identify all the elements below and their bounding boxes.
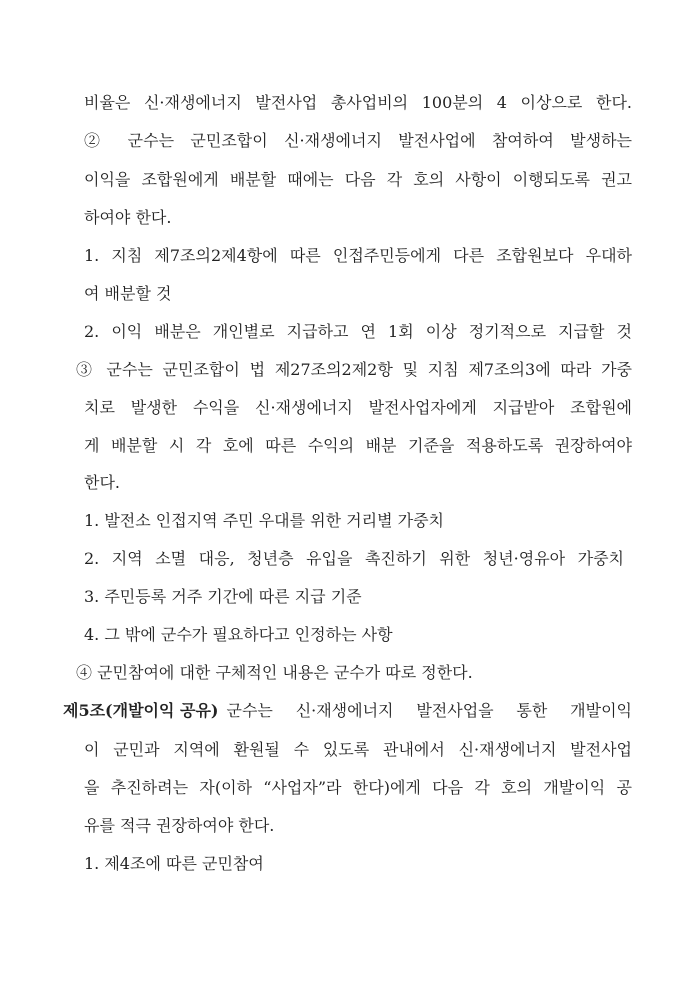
paragraph-2-line: ② 군수는 군민조합이 신·재생에너지 발전사업에 참여하여 발생하는 — [84, 131, 632, 150]
text-line: 게 배분할 시 각 호에 따른 수익의 배분 기준을 적용하도록 권장하여야 — [84, 436, 632, 455]
text-line: 한다. — [84, 473, 120, 492]
text-line: 이 군민과 지역에 환원될 수 있도록 관내에서 신·재생에너지 발전사업 — [84, 740, 632, 759]
text-line: 군수는 신·재생에너지 발전사업을 통한 개발이익 — [226, 701, 632, 720]
list-item-2: 2. 이익 배분은 개인별로 지급하고 연 1회 이상 정기적으로 지급할 것 — [84, 322, 632, 341]
list-item-4: 4. 그 밖에 군수가 필요하다고 인정하는 사항 — [84, 625, 393, 644]
list-item-1: 1. 제4조에 따른 군민참여 — [84, 854, 264, 873]
paragraph-3-line: ③ 군수는 군민조합이 법 제27조의2제2항 및 지침 제7조의3에 따라 가중 — [76, 360, 632, 379]
list-item-2: 2. 지역 소멸 대응, 청년층 유입을 촉진하기 위한 청년·영유아 가중치 — [84, 549, 624, 568]
text-line: 을 추진하려는 자(이하 “사업자”라 한다)에게 다음 각 호의 개발이익 공 — [84, 778, 632, 797]
list-item-1: 1. 지침 제7조의2제4항에 따른 인접주민등에게 다른 조합원보다 우대하 — [84, 246, 632, 265]
paragraph-4-line: ④ 군민참여에 대한 구체적인 내용은 군수가 따로 정한다. — [76, 663, 473, 682]
list-item-1: 1. 발전소 인접지역 주민 우대를 위한 거리별 가중치 — [84, 511, 444, 530]
text-line: 이익을 조합원에게 배분할 때에는 다음 각 호의 사항이 이행되도록 권고 — [84, 170, 632, 189]
text-line: 유를 적극 권장하여야 한다. — [84, 816, 275, 835]
text-line: 하여야 한다. — [84, 208, 172, 227]
text-line: 비율은 신·재생에너지 발전사업 총사업비의 100분의 4 이상으로 한다. — [84, 93, 632, 112]
article-heading: 제5조(개발이익 공유) — [63, 701, 219, 720]
text-line: 치로 발생한 수익을 신·재생에너지 발전사업자에게 지급받아 조합원에 — [84, 398, 632, 417]
list-item-3: 3. 주민등록 거주 기간에 따른 지급 기준 — [84, 587, 362, 606]
article-5-first-line — [63, 700, 632, 722]
text-line: 여 배분할 것 — [84, 284, 172, 303]
